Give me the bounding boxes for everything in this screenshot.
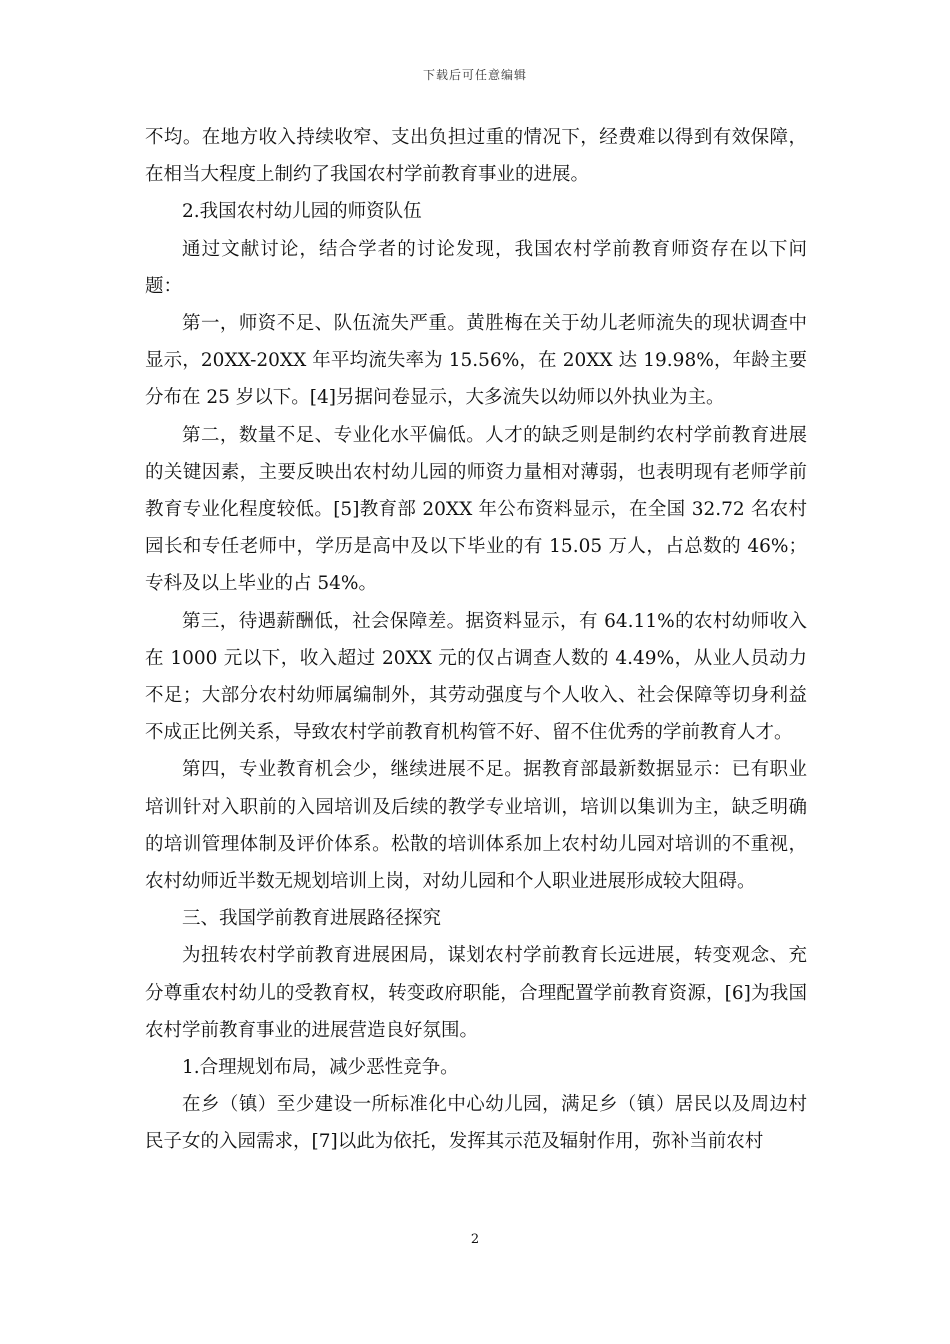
paragraph: 第三，待遇薪酬低，社会保障差。据资料显示，有 64.11%的农村幼师收入在 1000 元以下，收入超过 20XX 元的仅占调查人数的 4.49%，从业人员动力不足；大部分农村幼师属编制外，其劳动强度与个人收入、社会保障等切身利益不成正比例关系，导致农村学前教育机构管不好、留不住优秀的学前教育人才。 <box>145 610 807 744</box>
section-heading: 1.合理规划布局，减少恶性竞争。 <box>182 1057 459 1079</box>
paragraph: 为扭转农村学前教育进展困局，谋划农村学前教育长远进展，转变观念、充分尊重农村幼儿的受教育权，转变政府职能，合理配置学前教育资源，[6]为我国农村学前教育事业的进展营造良好氛围。 <box>145 945 807 1041</box>
paragraph: 通过文献讨论，结合学者的讨论发现，我国农村学前教育师资存在以下问题： <box>145 238 807 297</box>
paragraph: 在乡（镇）至少建设一所标准化中心幼儿园，满足乡（镇）居民以及周边村民子女的入园需求，[7]以此为依托，发挥其示范及辐射作用，弥补当前农村 <box>145 1094 807 1153</box>
paragraph: 第一，师资不足、队伍流失严重。黄胜梅在关于幼儿老师流失的现状调查中显示，20XX-20XX 年平均流失率为 15.56%，在 20XX 达 19.98%，年龄主要分布在 25 岁以下。[4]另据问卷显示，大多流失以幼师以外执业为主。 <box>145 313 807 409</box>
paragraph: 不均。在地方收入持续收窄、支出负担过重的情况下，经费难以得到有效保障，在相当大程度上制约了我国农村学前教育事业的进展。 <box>145 127 807 186</box>
paragraph: 第四，专业教育机会少，继续进展不足。据教育部最新数据显示：已有职业培训针对入职前的入园培训及后续的教学专业培训，培训以集训为主，缺乏明确的培训管理体制及评价体系。松散的培训体系加上农村幼儿园对培训的不重视，农村幼师近半数无规划培训上岗，对幼儿园和个人职业进展形成较大阻碍。 <box>145 759 807 893</box>
body-text <box>145 119 807 1161</box>
section-heading: 2.我国农村幼儿园的师资队伍 <box>182 201 422 223</box>
page-number: 2 <box>470 1232 480 1247</box>
paragraph: 第二，数量不足、专业化水平偏低。人才的缺乏则是制约农村学前教育进展的关键因素，主要反映出农村幼儿园的师资力量相对薄弱，也表明现有老师学前教育专业化程度较低。[5]教育部 20XX 年公布资料显示，在全国 32.72 名农村园长和专任老师中，学历是高中及以下毕业的有 15.05 万人，占总数的 46%；专科及以上毕业的占 54%。 <box>145 424 807 595</box>
page-header: 下载后可任意编辑 <box>422 68 527 82</box>
section-heading: 三、我国学前教育进展路径探究 <box>182 908 442 930</box>
